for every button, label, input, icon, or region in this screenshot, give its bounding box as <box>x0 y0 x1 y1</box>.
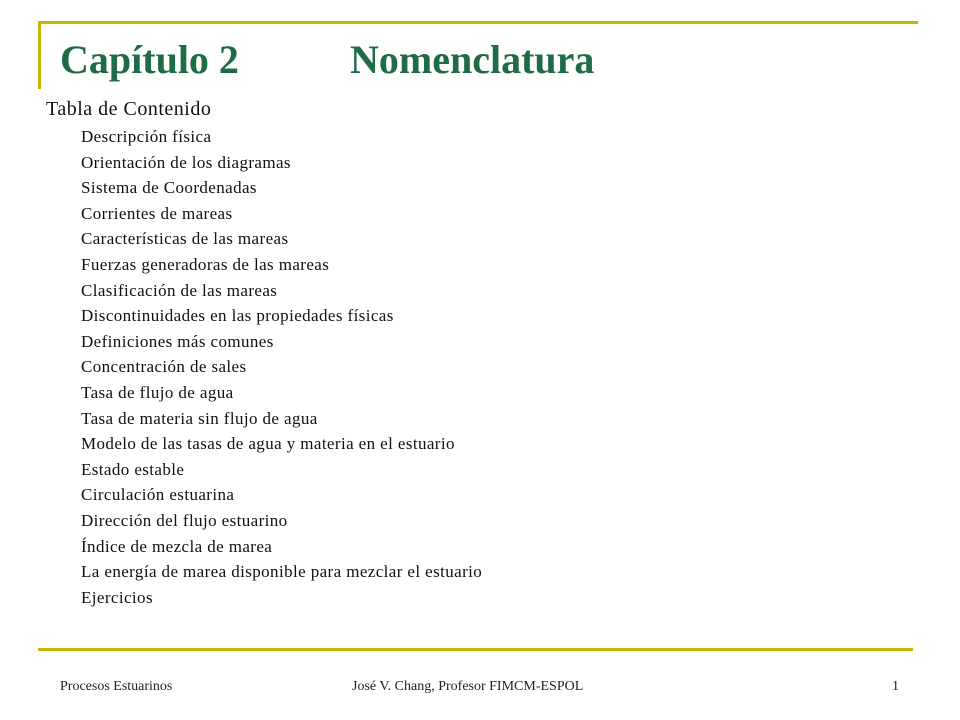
slide-title <box>60 36 594 84</box>
footer-course: Procesos Estuarinos <box>60 679 173 694</box>
toc-item: Estado estable <box>81 459 185 479</box>
toc-item: Circulación estuarina <box>81 485 235 505</box>
toc-item: La energía de marea disponible para mezclar el estuario <box>81 562 483 582</box>
table-of-contents <box>46 96 906 610</box>
toc-item: Fuerzas generadoras de las mareas <box>81 254 330 274</box>
top-accent-line <box>38 21 918 24</box>
title-name: Nomenclatura <box>350 37 595 82</box>
toc-item: Modelo de las tasas de agua y materia en el estuario <box>81 434 455 454</box>
title-chapter: Capítulo 2 <box>60 37 239 82</box>
toc-item: Descripción física <box>81 127 212 146</box>
toc-item: Índice de mezcla de marea <box>81 536 273 556</box>
toc-item: Definiciones más comunes <box>81 331 274 351</box>
page-number: 1 <box>892 679 899 694</box>
toc-item: Concentración de sales <box>81 357 247 377</box>
toc-item: Sistema de Coordenadas <box>81 178 257 198</box>
toc-item: Corrientes de mareas <box>81 203 233 223</box>
toc-item: Tasa de flujo de agua <box>81 382 234 402</box>
toc-item: Discontinuidades en las propiedades físicas <box>81 306 394 326</box>
toc-list <box>46 124 906 610</box>
toc-item: Clasificación de las mareas <box>81 280 278 300</box>
left-accent-line <box>38 21 41 89</box>
toc-item: Ejercicios <box>81 587 153 607</box>
toc-item: Orientación de los diagramas <box>81 152 291 172</box>
bottom-accent-line <box>38 648 913 651</box>
toc-item: Características de las mareas <box>81 229 289 249</box>
toc-item: Dirección del flujo estuarino <box>81 510 288 530</box>
toc-heading: Tabla de Contenido <box>46 98 212 120</box>
toc-item: Tasa de materia sin flujo de agua <box>81 408 318 428</box>
footer-author: José V. Chang, Profesor FIMCM-ESPOL <box>352 679 584 694</box>
